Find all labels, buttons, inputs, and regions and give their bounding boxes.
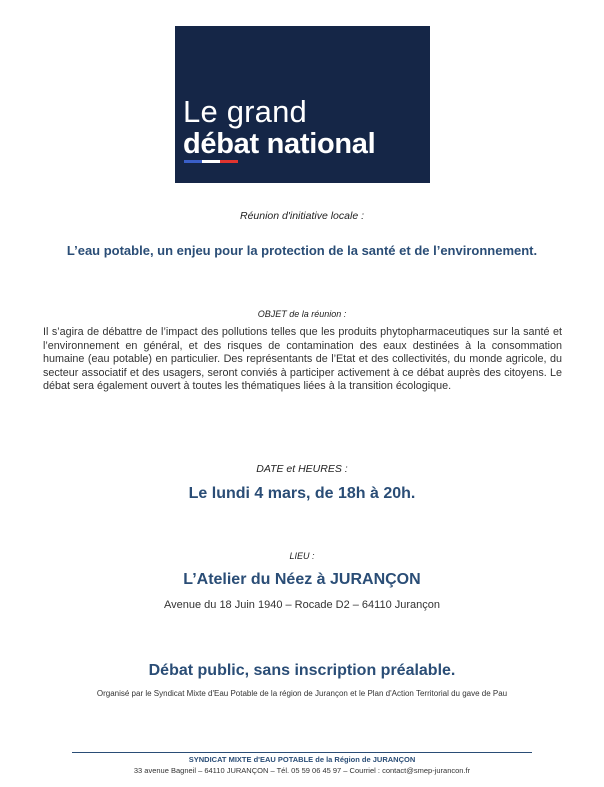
lieu-label: LIEU : (289, 551, 315, 561)
objet-label: OBJET de la réunion : (257, 309, 347, 319)
footer-title: SYNDICAT MIXTE d'EAU POTABLE de la Région de JURANÇON (188, 755, 416, 764)
venue-address: Avenue du 18 Juin 1940 – Rocade D2 – 64110 Jurançon (163, 599, 441, 611)
logo-text-line1: Le grand (183, 94, 307, 129)
meeting-title: L’eau potable, un enjeu pour la protection de la santé et de l’environnement. (66, 243, 538, 258)
venue-name: L’Atelier du Néez à JURANÇON (183, 571, 421, 588)
organizer-text: Organisé par le Syndicat Mixte d'Eau Potable de la région de Jurançon et le Plan d'Action Territorial du gave de Pau (96, 689, 508, 698)
flag-white-stripe (202, 160, 220, 163)
grand-debat-logo (175, 26, 430, 183)
tricolor-bar (184, 160, 238, 163)
flag-red-stripe (220, 160, 238, 163)
public-debate-title: Débat public, sans inscription préalable. (148, 662, 456, 679)
meeting-type-label: Réunion d'initiative locale : (240, 210, 364, 222)
footer-contact: 33 avenue Bagneil – 64110 JURANÇON – Tél. 05 59 06 45 97 – Courriel : contact@smep-jurancon.fr (133, 766, 471, 775)
objet-text: Il s’agira de débattre de l’impact des pollutions telles que les produits phytopharmaceutiques sur la santé et l’environnement en général, et des risques de contamination des eaux destinées à la consommation humaine (eau potable) en particulier. Des représentants de l’Etat et des collectivités, du monde agricole, du secteur associatif et des usagers, seront conviés à participer activement à ce débat auprès des citoyens. Le débat sera également ouvert à toutes les thématiques liées à la transition écologique. (43, 326, 562, 392)
date-value: Le lundi 4 mars, de 18h à 20h. (188, 485, 416, 502)
date-label: DATE et HEURES : (256, 463, 348, 475)
flag-blue-stripe (184, 160, 202, 163)
logo-text-line2: débat national (183, 128, 376, 160)
footer-divider (72, 752, 532, 753)
